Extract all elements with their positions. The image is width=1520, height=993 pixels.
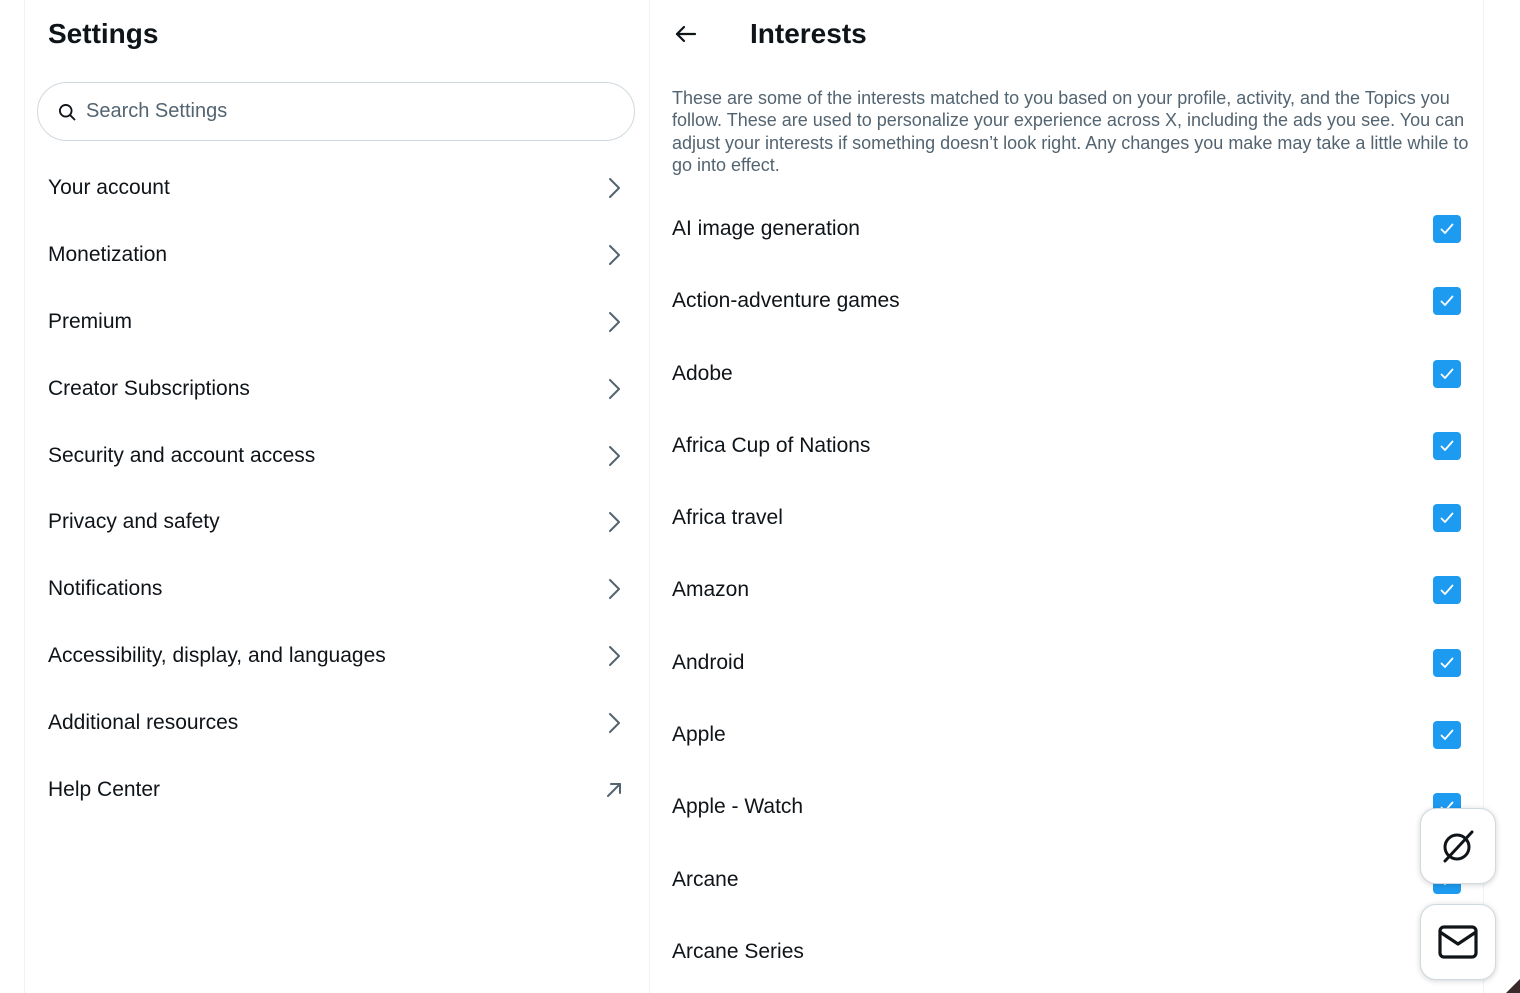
- chevron-right-icon: [604, 245, 624, 265]
- check-icon: [1439, 293, 1455, 309]
- settings-nav: [25, 155, 649, 823]
- grok-button[interactable]: [1420, 808, 1496, 884]
- back-button[interactable]: [670, 18, 702, 50]
- interest-checkbox[interactable]: [1433, 721, 1461, 749]
- interest-label: AI image generation: [672, 217, 860, 240]
- interest-checkbox[interactable]: [1433, 287, 1461, 315]
- nav-item-accessibility[interactable]: [25, 623, 649, 690]
- check-icon: [1439, 727, 1455, 743]
- nav-item-label: Additional resources: [48, 710, 239, 734]
- nav-item-label: Monetization: [48, 243, 168, 267]
- list-item[interactable]: [650, 266, 1483, 338]
- nav-item-creator-subscriptions[interactable]: [25, 355, 649, 422]
- interest-checkbox[interactable]: [1433, 649, 1461, 677]
- nav-item-label: Accessibility, display, and languages: [48, 643, 386, 667]
- list-item[interactable]: [650, 628, 1483, 700]
- nav-item-premium[interactable]: [25, 289, 649, 356]
- interests-description: These are some of the interests matched to you based on your profile, activity, and the Topics you follow. These are used to personalize your experience across X, including the ads you see. You can adjust your interests if something doesn’t look right. Any changes you make may take a little while to go into effect.: [672, 88, 1469, 175]
- check-icon: [1439, 655, 1455, 671]
- chevron-right-icon: [604, 579, 624, 599]
- nav-item-label: Security and account access: [48, 443, 316, 467]
- search-icon: [56, 101, 78, 123]
- nav-item-label: Help Center: [48, 777, 161, 801]
- page-title: Interests: [750, 18, 867, 49]
- interest-label: Action-adventure games: [672, 289, 900, 313]
- interest-checkbox[interactable]: [1433, 432, 1461, 460]
- chevron-right-icon: [604, 446, 624, 466]
- interest-checkbox[interactable]: [1433, 215, 1461, 243]
- list-item[interactable]: [650, 917, 1483, 989]
- nav-item-additional-resources[interactable]: [25, 689, 649, 756]
- nav-item-label: Privacy and safety: [48, 510, 220, 534]
- interest-label: Android: [672, 650, 745, 674]
- search-box[interactable]: [37, 82, 635, 141]
- nav-item-label: Premium: [48, 309, 133, 333]
- nav-item-security[interactable]: [25, 422, 649, 489]
- nav-item-monetization[interactable]: [25, 222, 649, 289]
- interest-label: Apple: [672, 723, 726, 747]
- nav-item-privacy[interactable]: [25, 489, 649, 556]
- settings-panel: [25, 0, 649, 993]
- interest-label: Arcane Series: [672, 939, 804, 963]
- grok-icon: [1438, 826, 1478, 866]
- interest-checkbox[interactable]: [1433, 504, 1461, 532]
- interest-label: Africa travel: [672, 506, 783, 530]
- chevron-right-icon: [604, 512, 624, 532]
- interest-label: Arcane: [672, 867, 739, 891]
- interest-checkbox[interactable]: [1433, 360, 1461, 388]
- list-item[interactable]: [650, 411, 1483, 483]
- list-item[interactable]: [650, 483, 1483, 555]
- check-icon: [1439, 366, 1455, 382]
- interest-label: Adobe: [672, 361, 733, 385]
- nav-item-your-account[interactable]: [25, 155, 649, 222]
- arrow-left-icon: [674, 22, 698, 46]
- chevron-right-icon: [604, 312, 624, 332]
- search-input[interactable]: [86, 100, 566, 123]
- list-item[interactable]: [650, 339, 1483, 411]
- list-item[interactable]: [650, 700, 1483, 772]
- external-link-icon: [604, 780, 624, 800]
- nav-item-label: Notifications: [48, 577, 163, 601]
- check-icon: [1439, 510, 1455, 526]
- list-item[interactable]: [650, 194, 1483, 266]
- interest-checkbox[interactable]: [1433, 576, 1461, 604]
- nav-item-label: Your account: [48, 176, 170, 200]
- messages-button[interactable]: [1420, 904, 1496, 980]
- interest-list: [650, 194, 1483, 989]
- interest-label: Amazon: [672, 578, 750, 602]
- chevron-right-icon: [604, 178, 624, 198]
- check-icon: [1439, 438, 1455, 454]
- corner-decoration: [1506, 979, 1520, 993]
- list-item[interactable]: [650, 772, 1483, 844]
- nav-item-help-center[interactable]: [25, 756, 649, 823]
- list-item[interactable]: [650, 845, 1483, 917]
- nav-item-label: Creator Subscriptions: [48, 376, 250, 400]
- list-item[interactable]: [650, 555, 1483, 627]
- chevron-right-icon: [604, 379, 624, 399]
- mail-icon: [1437, 924, 1479, 960]
- interest-label: Apple - Watch: [672, 795, 804, 819]
- check-icon: [1439, 582, 1455, 598]
- chevron-right-icon: [604, 646, 624, 666]
- settings-title: Settings: [48, 18, 159, 49]
- nav-item-notifications[interactable]: [25, 556, 649, 623]
- interests-panel: [650, 0, 1483, 993]
- chevron-right-icon: [604, 713, 624, 733]
- interest-label: Africa Cup of Nations: [672, 433, 871, 457]
- check-icon: [1439, 221, 1455, 237]
